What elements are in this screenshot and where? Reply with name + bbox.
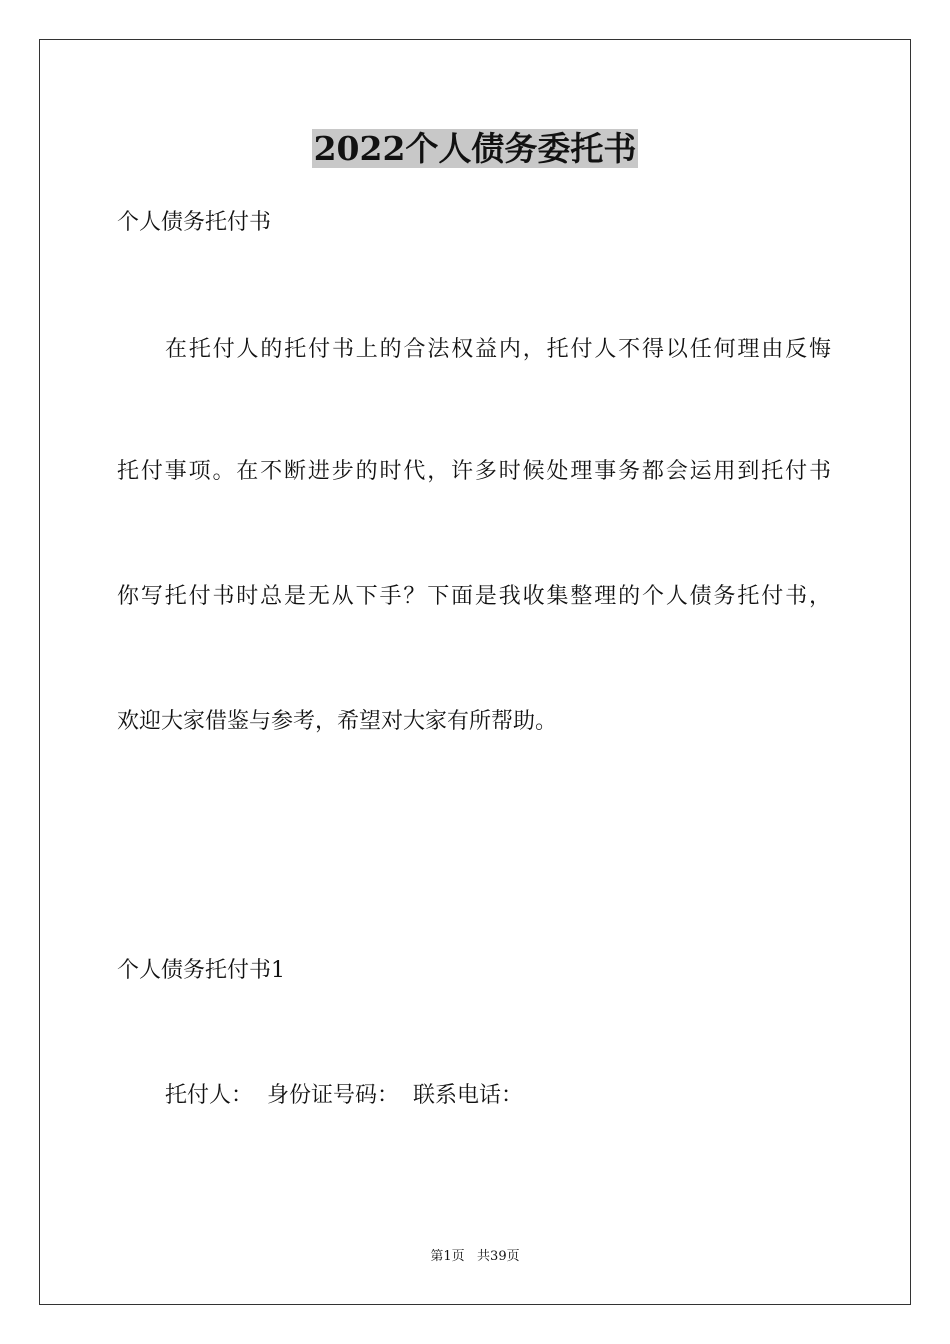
document-title-text: 2022个人债务委托书 xyxy=(313,129,637,168)
intro-paragraph-line-1: 在托付人的托付书上的合法权益内，托付人不得以任何理由反悔 xyxy=(165,337,831,362)
document-title xyxy=(0,128,950,170)
fields-line: 托付人： 身份证号码： 联系电话： xyxy=(165,1083,523,1108)
intro-paragraph-line-3: 你写托付书时总是无从下手？下面是我收集整理的个人债务托付书， xyxy=(117,584,831,609)
item-heading: 个人债务托付书1 xyxy=(117,958,285,983)
intro-paragraph-line-4: 欢迎大家借鉴与参考，希望对大家有所帮助。 xyxy=(117,709,558,734)
page-footer: 第1页 共39页 xyxy=(430,1249,520,1264)
section-heading: 个人债务托付书 xyxy=(117,210,272,235)
intro-paragraph-line-2: 托付事项。在不断进步的时代，许多时候处理事务都会运用到托付书 xyxy=(117,459,831,484)
